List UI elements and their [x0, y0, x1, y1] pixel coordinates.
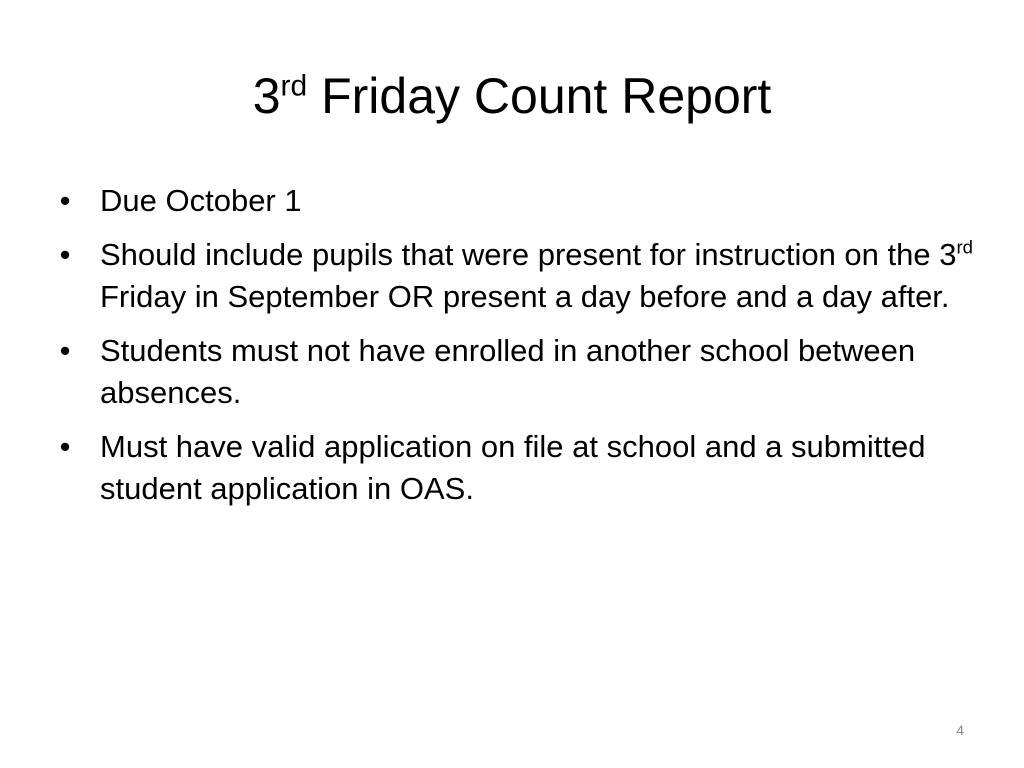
bullet-text-after: Friday in September OR present a day before and a day after.: [100, 279, 950, 314]
bullet-item: [55, 234, 975, 318]
title-superscript: rd: [280, 69, 308, 103]
bullet-superscript: rd: [956, 236, 974, 258]
bullet-marker: •: [59, 429, 71, 464]
bullet-item: [55, 426, 975, 510]
title-rest: Friday Count Report: [307, 68, 772, 124]
bullet-marker: •: [59, 237, 71, 272]
slide-title: [0, 58, 1024, 134]
bullet-text: Due October 1: [100, 183, 302, 218]
bullet-item: [55, 180, 975, 222]
bullet-list: [55, 180, 975, 522]
bullet-marker: •: [59, 333, 71, 368]
bullet-text: Must have valid application on file at school and a submitted student application in OAS.: [100, 429, 926, 506]
title-prefix: 3: [252, 68, 281, 124]
slide-number: 4: [956, 722, 964, 738]
bullet-marker: •: [59, 183, 71, 218]
bullet-text: [100, 237, 973, 314]
bullet-text-before: Should include pupils that were present for instruction on the 3: [100, 237, 957, 272]
bullet-item: [55, 330, 975, 414]
bullet-text: Students must not have enrolled in another school between absences.: [100, 333, 916, 410]
